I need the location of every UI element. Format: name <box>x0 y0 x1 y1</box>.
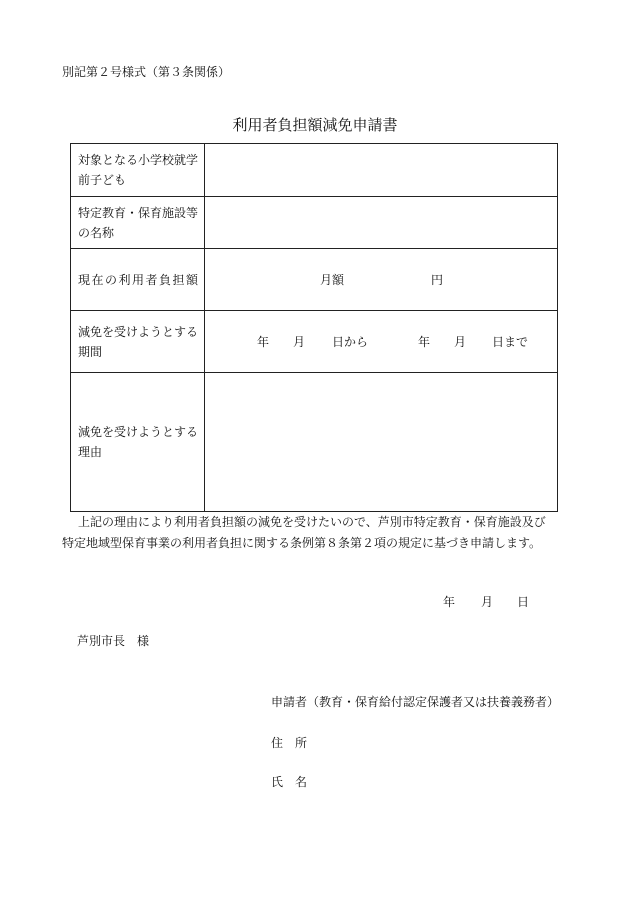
date-year-label: 年 <box>443 595 456 609</box>
facility-name-field[interactable] <box>205 197 557 249</box>
reduction-reason-label-line: 減免を受けようとする <box>78 425 199 439</box>
facility-name-label-line: 特定教育・保育施設等 <box>78 205 199 220</box>
application-table <box>70 143 558 512</box>
period-to-day-label: 日まで <box>492 334 529 349</box>
reduction-period-label-line: 減免を受けようとする <box>78 324 199 339</box>
applicant-name-label: 氏 名 <box>271 775 308 789</box>
reduction-reason-label <box>71 373 205 511</box>
yen-unit-label: 円 <box>431 272 444 287</box>
addressee: 芦別市長 様 <box>77 634 150 648</box>
period-to-month-label: 月 <box>454 334 467 349</box>
monthly-amount-label: 月額 <box>320 272 345 287</box>
applicant-address-field[interactable] <box>320 733 557 753</box>
target-child-label-line: 対象となる小学校就学 <box>78 153 199 167</box>
declaration-text-line: 上記の理由により利用者負担額の減免を受けたいので、芦別市特定教育・保育施設及び <box>78 515 546 529</box>
reduction-period-label-line: 期間 <box>78 344 103 359</box>
reduction-reason-field[interactable] <box>205 373 557 511</box>
period-from-month-label: 月 <box>293 334 306 349</box>
target-child-label-line: 前子ども <box>78 173 127 187</box>
date-month-label: 月 <box>481 595 494 609</box>
form-title: 利用者負担額減免申請書 <box>232 116 398 134</box>
facility-name-label-line: の名称 <box>78 225 115 240</box>
period-from-year-label: 年 <box>257 334 270 349</box>
current-fee-field[interactable] <box>205 249 557 311</box>
current-fee-label-text: 現在の利用者負担額 <box>78 272 200 287</box>
form-reference-label: 別記第２号様式（第３条関係） <box>62 65 231 79</box>
declaration-text-line: 特定地域型保育事業の利用者負担に関する条例第８条第２項の規定に基づき申請します。 <box>62 536 542 550</box>
target-child-field[interactable] <box>205 144 557 197</box>
period-to-year-label: 年 <box>418 334 431 349</box>
applicant-name-field[interactable] <box>320 772 557 792</box>
reduction-period-field[interactable] <box>205 311 557 373</box>
applicant-address-label: 住 所 <box>271 736 308 750</box>
period-from-day-label: 日から <box>332 334 369 349</box>
current-fee-label <box>71 249 205 311</box>
date-day-label: 日 <box>517 595 530 609</box>
applicant-heading: 申請者（教育・保育給付認定保護者又は扶養義務者） <box>271 695 560 709</box>
facility-name-label <box>71 197 205 249</box>
reduction-reason-label-line: 理由 <box>78 445 103 459</box>
reduction-period-label <box>71 311 205 373</box>
target-child-label <box>71 144 205 197</box>
